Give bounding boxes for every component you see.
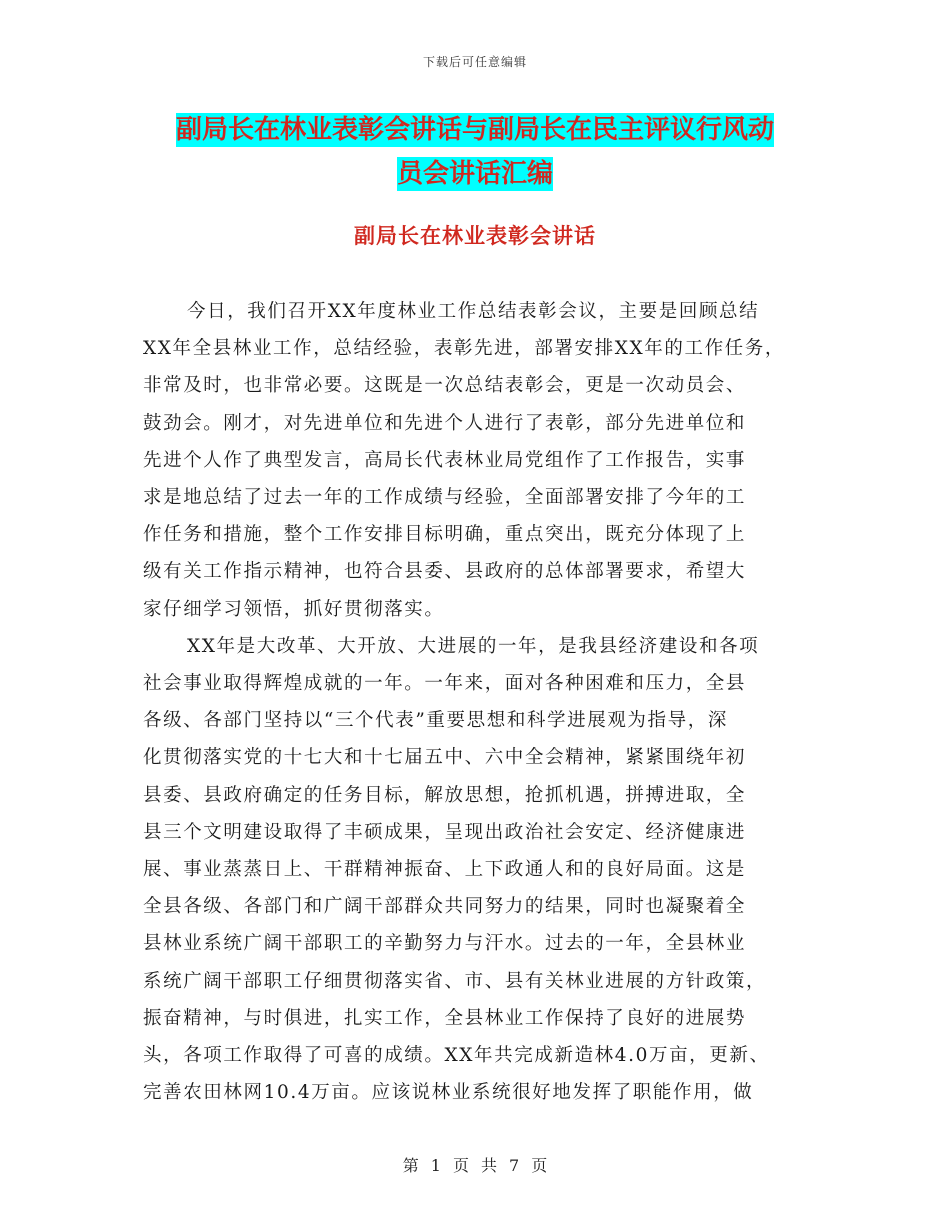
paragraph-line: 非常及时，也非常必要。这既是一次总结表彰会，更是一次动员会、 xyxy=(143,375,747,397)
paragraph-line: 求是地总结了过去一年的工作成绩与经验，全面部署安排了今年的工 xyxy=(143,487,747,509)
paragraph-line: 社会事业取得辉煌成就的一年。一年来，面对各种困难和压力，全县 xyxy=(143,673,747,695)
header-note: 下载后可任意编辑 xyxy=(422,55,527,69)
paragraph-line: 全县各级、各部门和广阔干部群众共同努力的结果，同时也凝聚着全 xyxy=(143,896,747,918)
paragraph-line: 各级、各部门坚持以“三个代表”重要思想和科学进展观为指导，深 xyxy=(143,710,728,732)
paragraph-line: 振奋精神，与时俱进，扎实工作，全县林业工作保持了良好的进展势 xyxy=(143,1007,747,1029)
footer-total-pages: 7 xyxy=(509,1156,520,1175)
paragraph-line: 展、事业蒸蒸日上、干群精神振奋、上下政通人和的良好局面。这是 xyxy=(143,859,747,881)
paragraph-line: 家仔细学习领悟，抓好贯彻落实。 xyxy=(143,598,445,620)
paragraph-line: 化贯彻落实党的十七大和十七届五中、六中全会精神，紧紧围绕年初 xyxy=(143,747,747,769)
paragraph-line: 县委、县政府确定的任务目标，解放思想，抢抓机遇，拼搏进取，全 xyxy=(143,784,747,806)
paragraph-line: 先进个人作了典型发言，高局长代表林业局党组作了工作报告，实事 xyxy=(143,449,747,471)
section-title: 副局长在林业表彰会讲话 xyxy=(354,224,596,248)
paragraph-line: 头，各项工作取得了可喜的成绩。XX年共完成新造林4.0万亩，更新、 xyxy=(143,1045,770,1067)
document-title-line-2: 员会讲话汇编 xyxy=(396,159,553,189)
page-footer xyxy=(0,1153,950,1176)
footer-suffix: 页 xyxy=(531,1156,548,1175)
paragraph-line: 县林业系统广阔干部职工的辛勤努力与汗水。过去的一年，全县林业 xyxy=(143,933,747,955)
document-title xyxy=(150,108,800,196)
footer-prefix: 第 xyxy=(402,1156,419,1175)
paragraph-line: 完善农田林网10.4万亩。应该说林业系统很好地发挥了职能作用，做 xyxy=(143,1082,754,1104)
paragraph-line: XX年是大改革、大开放、大进展的一年，是我县经济建设和各项 xyxy=(187,635,760,657)
body-text xyxy=(143,293,807,1111)
footer-current-page: 1 xyxy=(430,1156,441,1175)
paragraph-line: 鼓劲会。刚才，对先进单位和先进个人进行了表彰，部分先进单位和 xyxy=(143,412,747,434)
footer-page-word: 页 xyxy=(452,1156,469,1175)
paragraph-line: XX年全县林业工作，总结经验，表彰先进，部署安排XX年的工作任务， xyxy=(143,338,785,360)
paragraph-line: 级有关工作指示精神，也符合县委、县政府的总体部署要求，希望大 xyxy=(143,561,747,583)
paragraph-line: 系统广阔干部职工仔细贯彻落实省、市、县有关林业进展的方针政策， xyxy=(143,970,767,992)
paragraph-line: 今日，我们召开XX年度林业工作总结表彰会议，主要是回顾总结 xyxy=(187,301,760,322)
paragraph-line: 作任务和措施，整个工作安排目标明确，重点突出，既充分体现了上 xyxy=(143,524,747,546)
footer-total-label: 共 xyxy=(481,1156,498,1175)
paragraph-line: 县三个文明建设取得了丰硕成果，呈现出政治社会安定、经济健康进 xyxy=(143,821,747,843)
document-title-line-1: 副局长在林业表彰会讲话与副局长在民主评议行风动 xyxy=(175,115,774,145)
